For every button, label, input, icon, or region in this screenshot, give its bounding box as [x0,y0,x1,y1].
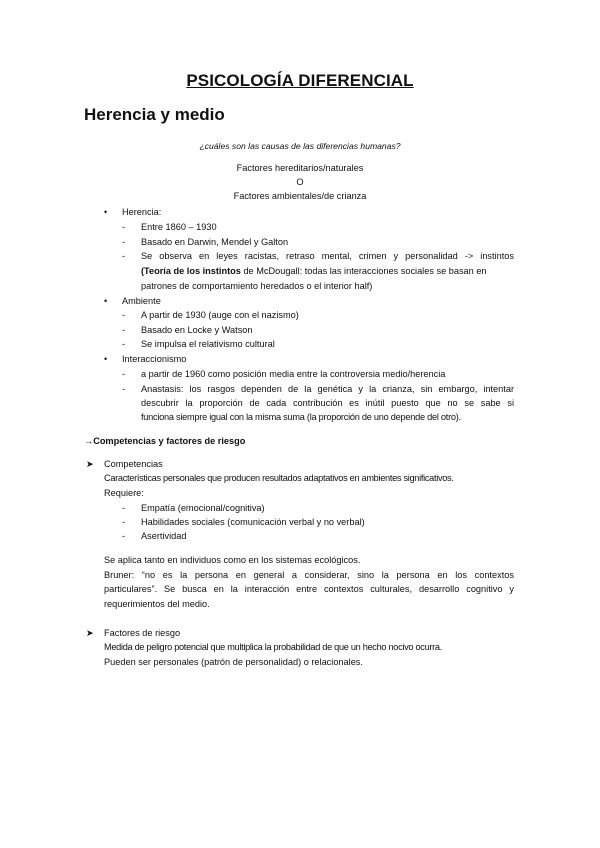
herencia-note-line-2: patrones de comportamiento heredados o el interior half) [141,281,373,291]
bullet-icon: • [104,207,108,217]
competencias-para-1: Se aplica tanto en individuos como en los sistemas ecológicos. [104,555,361,565]
factors-line-3: Factores ambientales/de crianza [233,191,367,201]
herencia-note-line-1 [141,266,487,276]
dash-icon: - [122,384,126,394]
herencia-label: Herencia: [122,207,162,217]
competencias-subheading: →Competencias y factores de riesgo [84,436,246,446]
bruner-line-1: Bruner: “no es la persona en general a considerar, sino la persona en los contextos [104,570,514,580]
competencias-item-3: Asertividad [141,531,187,541]
document-title: PSICOLOGÍA DIFERENCIAL [186,71,414,90]
bullet-icon: • [104,354,108,364]
dash-icon: - [122,310,126,320]
dash-icon: - [122,369,126,379]
factores-riesgo-line-1: Medida de peligro potencial que multiplica la probabilidad de que un hecho nocivo ocurra. [104,642,442,652]
dash-icon: - [122,222,126,232]
dash-icon: - [122,517,126,527]
competencias-line-1: Características personales que producen resultados adaptativos en ambientes significativos. [104,473,454,483]
ambiente-item-3: Se impulsa el relativismo cultural [141,339,275,349]
dash-icon: - [122,339,126,349]
bruner-line-3: requerimientos del medio. [104,599,210,609]
dash-icon: - [122,237,126,247]
bruner-line-2: particulares”. Se busca en la interacción entre contextos culturales, desarrollo cognitivo y [104,584,514,594]
competencias-item-1: Empatía (emocional/cognitiva) [141,503,265,513]
interaccionismo-line-3: funciona siempre igual con la misma suma (la proporción de uno depende del otro). [141,412,461,422]
herencia-note-rest: de McDougall: todas las interacciones sociales se basan en [240,266,487,276]
factores-riesgo-line-2: Pueden ser personales (patrón de personalidad) o relacionales. [104,657,363,667]
ambiente-item-1: A partir de 1930 (auge con el nazismo) [141,310,299,320]
herencia-note-bold: (Teoría de los instintos [141,266,241,276]
dash-icon: - [122,503,126,513]
bullet-icon: • [104,296,108,306]
arrow-bullet-icon: ➤ [86,628,94,638]
section-heading: Herencia y medio [84,105,225,124]
ambiente-item-2: Basado en Locke y Watson [141,325,253,335]
herencia-item-1: Entre 1860 – 1930 [141,222,217,232]
factores-riesgo-label: Factores de riesgo [104,628,181,638]
dash-icon: - [122,251,126,261]
dash-icon: - [122,531,126,541]
factors-line-1: Factores hereditarios/naturales [236,163,364,173]
interaccionismo-line-2: descubrir la proporción de cada contribución es inútil puesto que no se sabe si [141,398,514,408]
herencia-item-2: Basado en Darwin, Mendel y Galton [141,237,289,247]
ambiente-label: Ambiente [122,296,161,306]
competencias-item-2: Habilidades sociales (comunicación verbal y no verbal) [141,517,365,527]
competencias-line-2: Requiere: [104,488,144,498]
herencia-item-3: Se observa en leyes racistas, retraso mental, crimen y personalidad -> instintos [141,251,514,261]
interaccionismo-item-1: a partir de 1960 como posición media entre la controversia medio/herencia [141,369,446,379]
dash-icon: - [122,325,126,335]
interaccionismo-label: Interaccionismo [122,354,187,364]
competencias-label: Competencias [104,459,163,469]
interaccionismo-item-2: Anastasis: los rasgos dependen de la genética y la crianza, sin embargo, intentar [141,384,514,394]
question-line: ¿cuáles son las causas de las diferencias humanas? [199,141,401,151]
factors-line-2: O [296,177,304,187]
arrow-bullet-icon: ➤ [86,459,94,469]
